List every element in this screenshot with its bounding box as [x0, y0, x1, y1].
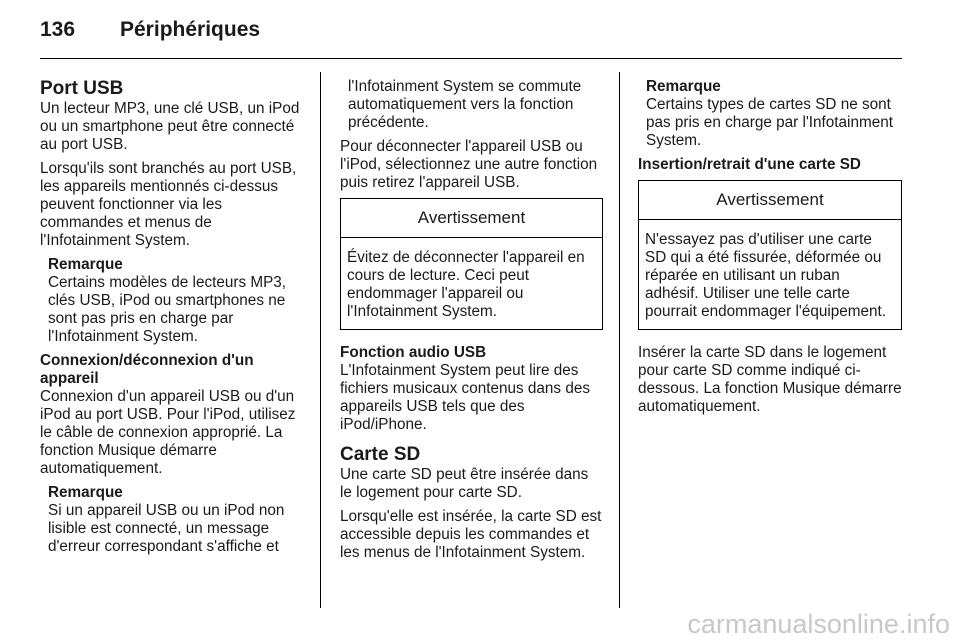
- note-continuation: l'Infotainment System se commute automatiquement vers la fonction précédente.: [348, 78, 582, 131]
- warning-title: Avertissement: [639, 181, 901, 220]
- subheading-insertion-retrait: Insertion/retrait d'une carte SD: [638, 156, 861, 173]
- note-text: Certains types de cartes SD ne sont pas pris en charge par l'Infotainment System.: [646, 96, 893, 149]
- paragraph: Lorsqu'elle est insérée, la carte SD est accessible depuis les commandes et les menus de l'Infotainment System.: [340, 508, 602, 561]
- column-2: [340, 78, 603, 568]
- page-header: [40, 14, 920, 46]
- paragraph: L'Infotainment System peut lire des fichiers musicaux contenus dans des appareils USB tels que des iPod/iPhone.: [340, 362, 590, 433]
- column-divider-2: [619, 72, 620, 608]
- warning-text: N'essayez pas d'utiliser une carte SD qui a été fissurée, déformée ou réparée en utilisant un ruban adhésif. Utiliser une telle carte pourrait endommager l'équipement.: [645, 231, 887, 320]
- page-title: Périphériques: [120, 18, 261, 41]
- column-1: [40, 78, 303, 562]
- paragraph: Un lecteur MP3, une clé USB, un iPod ou un smartphone peut être connecté au port USB.: [40, 100, 300, 153]
- paragraph: Lorsqu'ils sont branchés au port USB, les appareils mentionnés ci-dessus peuvent fonctionner via les commandes et menus de l'Infotainment System.: [40, 160, 297, 249]
- paragraph: Pour déconnecter l'appareil USB ou l'iPod, sélectionnez une autre fonction puis retirez l'appareil USB.: [340, 138, 598, 191]
- note-text: Certains modèles de lecteurs MP3, clés USB, iPod ou smartphones ne sont pas pris en charge par l'Infotainment System.: [48, 274, 287, 345]
- paragraph: Connexion d'un appareil USB ou d'un iPod au port USB. Pour l'iPod, utilisez le câble de connexion approprié. La fonction Musique démarre automatiquement.: [40, 388, 296, 477]
- warning-box: [340, 198, 603, 330]
- warning-title: Avertissement: [341, 199, 602, 238]
- page-number: 136: [40, 18, 76, 41]
- section-heading-port-usb: Port USB: [40, 78, 124, 99]
- note-label: Remarque: [48, 256, 123, 273]
- watermark: carmanualsonline.info: [687, 609, 950, 639]
- column-3: [638, 78, 902, 422]
- subheading-fonction-audio-usb: Fonction audio USB: [340, 344, 487, 361]
- section-heading-carte-sd: Carte SD: [340, 444, 421, 465]
- paragraph: Une carte SD peut être insérée dans le logement pour carte SD.: [340, 466, 589, 501]
- note-text: Si un appareil USB ou un iPod non lisible est connecté, un message d'erreur correspondant s'affiche et: [48, 502, 285, 555]
- warning-text: Évitez de déconnecter l'appareil en cours de lecture. Ceci peut endommager l'appareil ou l'Infotainment System.: [347, 249, 585, 320]
- warning-box: [638, 180, 902, 330]
- note-block: [638, 78, 902, 150]
- note-label: Remarque: [48, 484, 123, 501]
- paragraph: Insérer la carte SD dans le logement pour carte SD comme indiqué ci-dessous. La fonction Musique démarre automatiquement.: [638, 344, 902, 415]
- header-rule: [40, 58, 902, 59]
- column-divider-1: [320, 72, 321, 608]
- note-block: [40, 484, 303, 556]
- subheading-connexion: Connexion/déconnexion d'un appareil: [40, 352, 254, 387]
- note-label: Remarque: [646, 78, 721, 95]
- note-block: [40, 256, 303, 346]
